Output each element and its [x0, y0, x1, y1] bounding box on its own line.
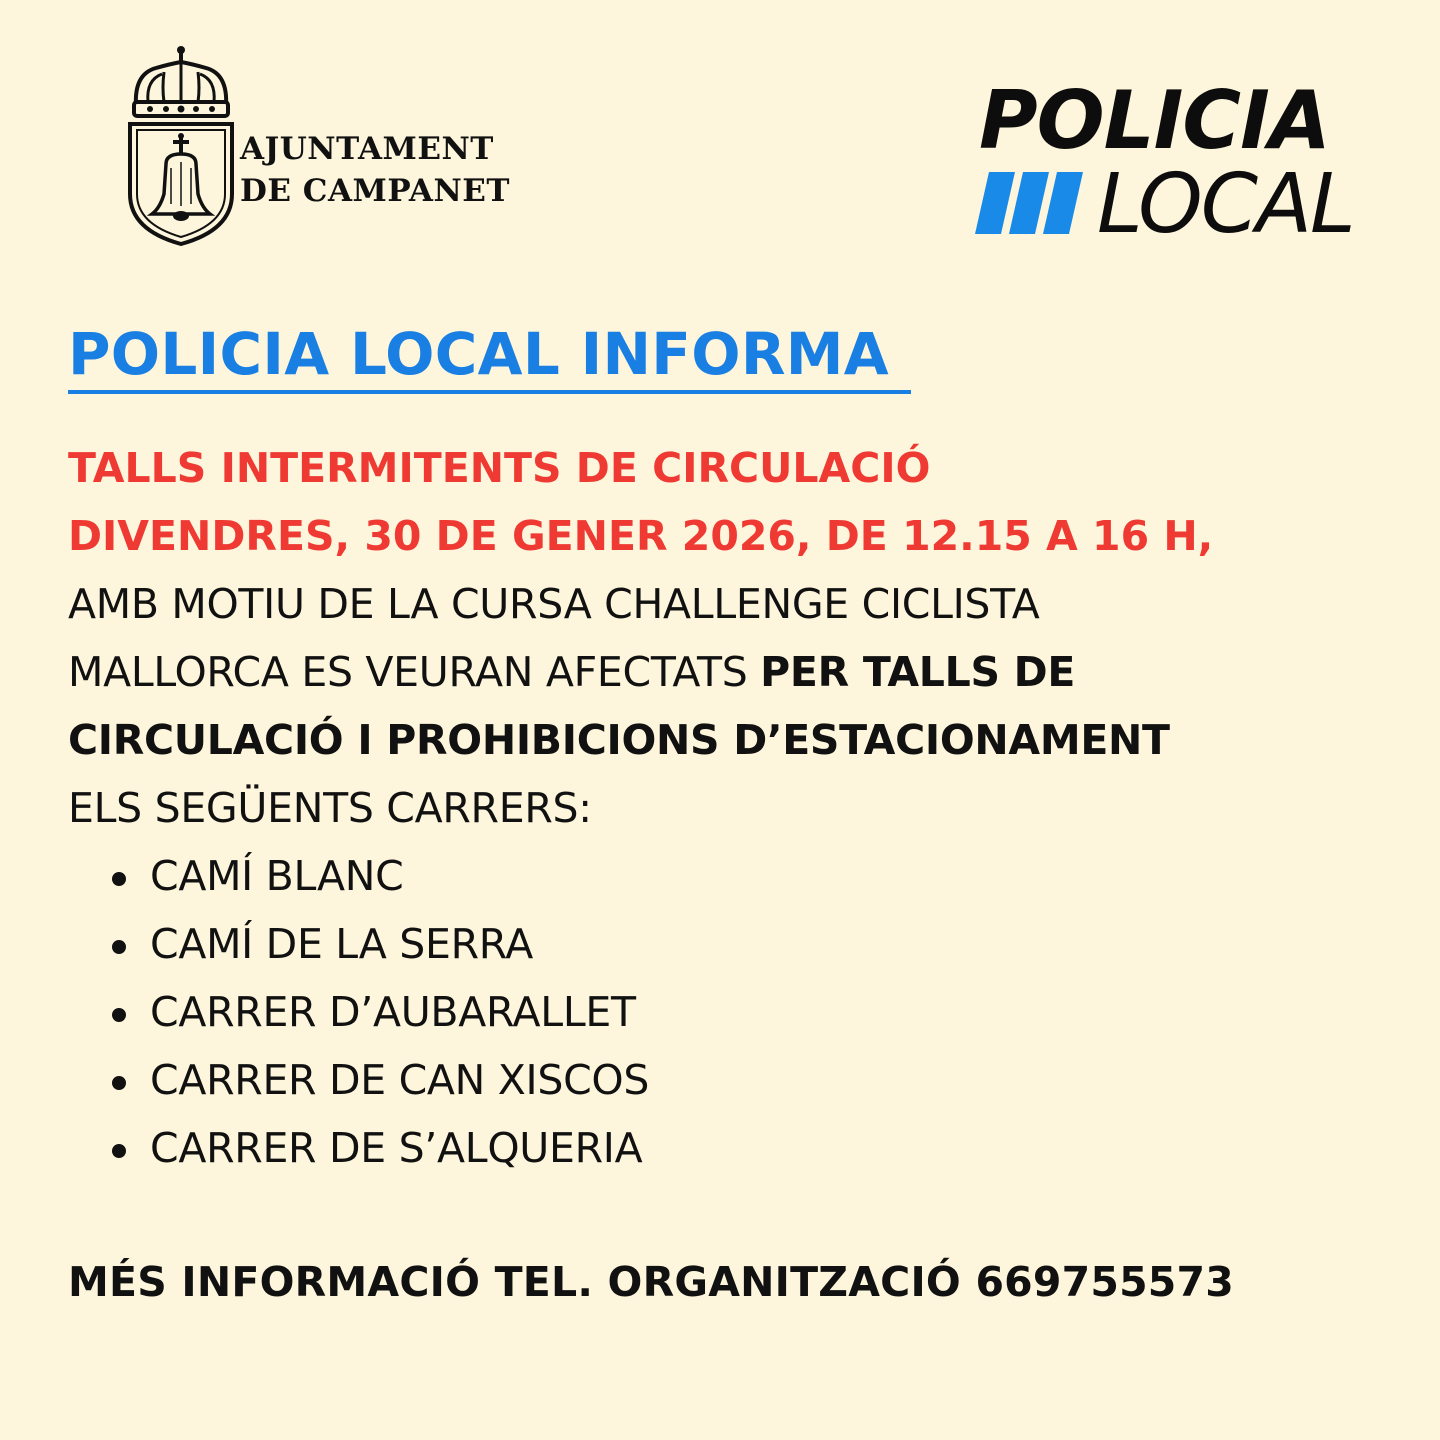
municipality-name: [240, 128, 510, 212]
street-name: CARRER DE CAN XISCOS: [150, 1056, 650, 1104]
street-name: CARRER D’AUBARALLET: [150, 988, 636, 1036]
body-line-2-regular: MALLORCA ES VEURAN AFECTATS: [68, 648, 761, 696]
body-line-1: AMB MOTIU DE LA CURSA CHALLENGE CICLISTA: [68, 580, 1040, 628]
policia-local-logo: [975, 74, 1354, 252]
body-line-2: [68, 638, 1388, 706]
headline-line-2: DIVENDRES, 30 DE GENER 2026, DE 12.15 A 16 H,: [68, 512, 1214, 560]
municipality-line-2: DE CAMPANET: [240, 173, 510, 209]
street-name: CAMÍ BLANC: [150, 852, 404, 900]
body-line-4: ELS SEGÜENTS CARRERS:: [68, 784, 592, 832]
streets-list: [68, 842, 1388, 1182]
bullet-icon: [112, 1008, 126, 1022]
body-line-3: CIRCULACIÓ I PROHIBICIONS D’ESTACIONAMENT: [68, 716, 1170, 764]
bullet-icon: [112, 1144, 126, 1158]
notice-body: [68, 318, 1388, 1182]
list-item: [110, 842, 1388, 910]
municipality-line-1: AJUNTAMENT: [240, 131, 494, 167]
street-name: CARRER DE S’ALQUERIA: [150, 1124, 643, 1172]
bullet-icon: [112, 940, 126, 954]
contact-info: MÉS INFORMACIÓ TEL. ORGANITZACIÓ 669755573: [68, 1258, 1234, 1306]
logo-local-text: LOCAL: [1097, 157, 1354, 252]
list-item: [110, 1114, 1388, 1182]
street-name: CAMÍ DE LA SERRA: [150, 920, 534, 968]
logo-policia-text: POLICIA: [979, 74, 1330, 167]
list-item: [110, 978, 1388, 1046]
header: [0, 0, 1440, 260]
list-item: [110, 910, 1388, 978]
bullet-icon: [112, 872, 126, 886]
list-item: [110, 1046, 1388, 1114]
headline-line-1: TALLS INTERMITENTS DE CIRCULACIÓ: [68, 444, 931, 492]
blue-stripes-icon: [975, 172, 1093, 234]
coat-of-arms-icon: [126, 44, 236, 248]
bullet-icon: [112, 1076, 126, 1090]
page-title: POLICIA LOCAL INFORMA: [68, 318, 911, 394]
body-line-2-bold: PER TALLS DE: [760, 648, 1076, 696]
